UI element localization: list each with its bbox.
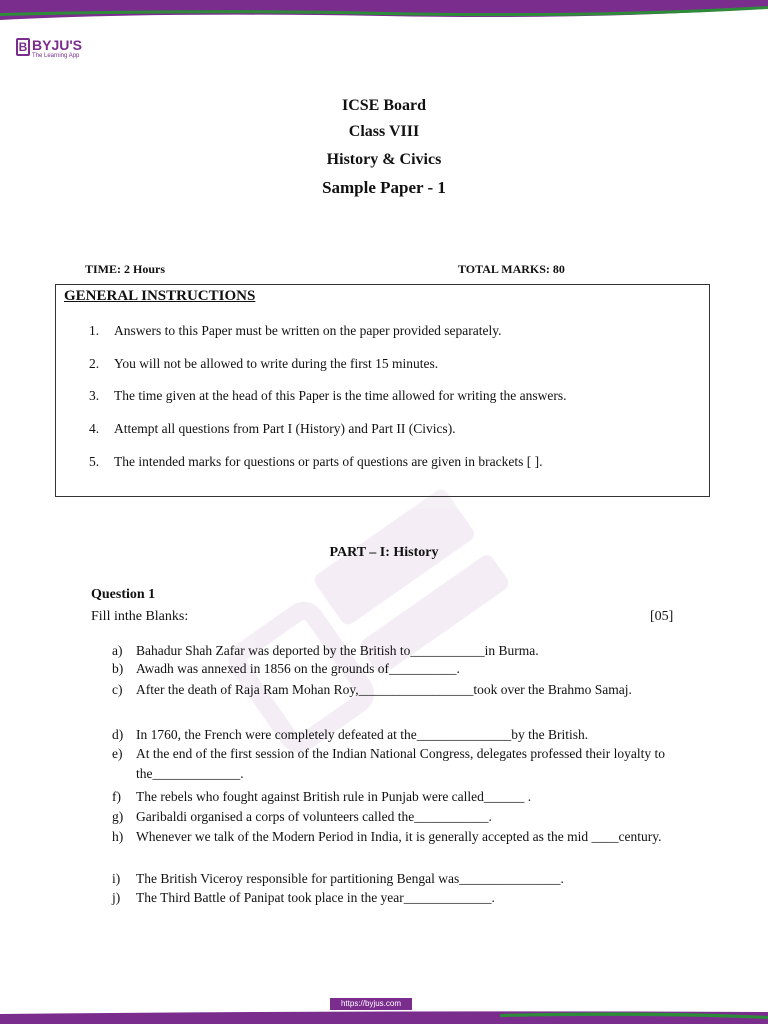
time-label: TIME: 2 Hours	[85, 262, 166, 276]
question-item: i) The British Viceroy responsible for partitioning Bengal was_______________.	[112, 871, 564, 886]
question-title: Question 1	[91, 587, 156, 602]
byjus-logo	[16, 38, 82, 60]
question-item: g) Garibaldi organised a corps of volunteers called the___________.	[112, 809, 492, 824]
question-item: d) In 1760, the French were completely defeated at the______________by the British.	[112, 727, 589, 742]
subject-heading: History & Civics	[326, 151, 442, 168]
question-item: c) After the death of Raja Ram Mohan Roy,_________________took over the Brahmo Samaj.	[112, 682, 632, 697]
logo-mark: B	[16, 38, 30, 56]
total-marks-label: TOTAL MARKS: 80	[458, 262, 565, 276]
instruction-item: 3. The time given at the head of this Paper is the time allowed for writing the answers.	[89, 388, 567, 403]
paper-heading: Sample Paper - 1	[322, 178, 446, 197]
general-instructions-box	[55, 284, 710, 497]
question-item: b) Awadh was annexed in 1856 on the grounds of__________.	[112, 661, 460, 676]
instruction-item: 5. The intended marks for questions or parts of questions are given in brackets [ ].	[89, 454, 543, 469]
question-item: h) Whenever we talk of the Modern Period in India, it is generally accepted as the mid ____century.	[112, 829, 662, 844]
question-marks: [05]	[650, 609, 674, 624]
bottom-accent-bar	[0, 1010, 768, 1024]
question-item: j) The Third Battle of Panipat took place in the year_____________.	[112, 890, 495, 905]
instruction-item: 1. Answers to this Paper must be written on the paper provided separately.	[89, 323, 502, 338]
instructions-title: GENERAL INSTRUCTIONS	[64, 288, 256, 304]
question-item: a) Bahadur Shah Zafar was deported by the British to___________in Burma.	[112, 643, 539, 658]
footer-url-link[interactable]: https://byjus.com	[330, 998, 412, 1010]
question-instruction: Fill inthe Blanks:	[91, 609, 189, 624]
question-item: e) At the end of the first session of the Indian National Congress, delegates professed their loyalty to the_____________.	[112, 746, 665, 781]
logo-name: BYJU'S	[32, 37, 83, 53]
class-heading: Class VIII	[348, 123, 420, 140]
board-heading: ICSE Board	[341, 97, 427, 114]
question-item: f) The rebels who fought against British rule in Punjab were called______ .	[112, 789, 532, 804]
instruction-item: 4. Attempt all questions from Part I (History) and Part II (Civics).	[89, 421, 456, 436]
instruction-item: 2. You will not be allowed to write during the first 15 minutes.	[89, 356, 439, 371]
part-title: PART – I: History	[329, 545, 439, 560]
top-accent-bar	[0, 0, 768, 20]
logo-tagline: The Learning App	[32, 53, 80, 59]
